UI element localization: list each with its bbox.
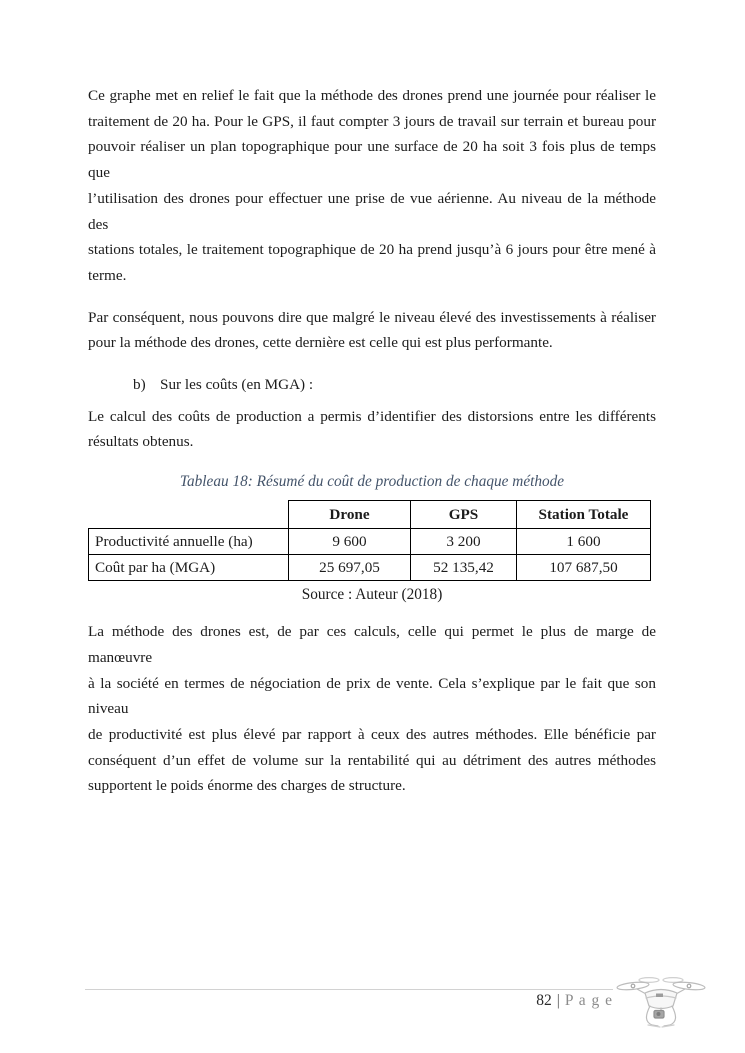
table-cell: 107 687,50 (517, 555, 651, 581)
row-label: Productivité annuelle (ha) (89, 529, 289, 555)
cost-table (88, 500, 651, 581)
text-line: l’utilisation des drones pour effectuer une prise de vue aérienne. Au niveau de la méthode des (88, 189, 656, 233)
table-col-header: Station Totale (517, 501, 651, 529)
text-line: supportent le poids énorme des charges de structure. (88, 777, 406, 795)
text-line: de productivité est plus élevé par rapport à ceux des autres méthodes. Elle bénéficie par (88, 725, 656, 743)
text-line: conséquent d’un effet de volume sur la rentabilité qui au détriment des autres méthodes (88, 751, 656, 769)
paragraph-graph-comment (88, 83, 656, 289)
text-line: traitement de 20 ha. Pour le GPS, il faut compter 3 jours de travail sur terrain et bureau pour (88, 112, 656, 130)
text-line: stations totales, le traitement topographique de 20 ha prend jusqu’à 6 jours pour être mené à (88, 241, 656, 259)
text-line: terme. (88, 266, 127, 284)
list-item-marker: b) (133, 376, 146, 394)
paragraph-drone-margin (88, 619, 656, 799)
table-col-header: GPS (411, 501, 517, 529)
list-item-text: Sur les coûts (en MGA) : (160, 376, 314, 394)
table-col-header: Drone (289, 501, 411, 529)
table-row (89, 555, 651, 581)
list-item-b (88, 372, 656, 398)
table-row (89, 529, 651, 555)
row-label: Coût par ha (MGA) (89, 555, 289, 581)
paragraph-cost-intro (88, 404, 656, 455)
footer-rule (85, 989, 613, 990)
drone-quadcopter-icon (615, 971, 707, 1039)
text-line: résultats obtenus. (88, 433, 194, 451)
table-caption: Tableau 18: Résumé du coût de production de chaque méthode (179, 473, 565, 491)
footer-page-word: P a g e (564, 992, 613, 1009)
table-header-row (89, 501, 651, 529)
paragraph-conclusion-performance (88, 305, 656, 356)
text-line: pouvoir réaliser un plan topographique pour une surface de 20 ha soit 3 fois plus de temps que (88, 138, 656, 182)
table-cell: 52 135,42 (411, 555, 517, 581)
table-source: Source : Auteur (2018) (301, 586, 443, 604)
page-number: 82 (536, 992, 552, 1009)
table-corner-blank (89, 501, 289, 529)
footer (85, 991, 613, 1010)
text-line: Par conséquent, nous pouvons dire que malgré le niveau élevé des investissements à réaliser (88, 308, 656, 326)
text-line: Le calcul des coûts de production a permis d’identifier des distorsions entre les différents (88, 407, 656, 425)
text-line: à la société en termes de négociation de prix de vente. Cela s’explique par le fait que son niveau (88, 674, 656, 718)
drone-logo (615, 971, 707, 1039)
text-line: pour la méthode des drones, cette dernière est celle qui est plus performante. (88, 334, 553, 352)
text-line: Ce graphe met en relief le fait que la méthode des drones prend une journée pour réaliser le (88, 87, 656, 104)
table-cell: 3 200 (411, 529, 517, 555)
table-cell: 1 600 (517, 529, 651, 555)
footer-separator: | (556, 992, 560, 1009)
table-cell: 9 600 (289, 529, 411, 555)
text-line: La méthode des drones est, de par ces calculs, celle qui permet le plus de marge de manœuvre (88, 623, 656, 666)
page-body (88, 83, 656, 815)
table-cell: 25 697,05 (289, 555, 411, 581)
